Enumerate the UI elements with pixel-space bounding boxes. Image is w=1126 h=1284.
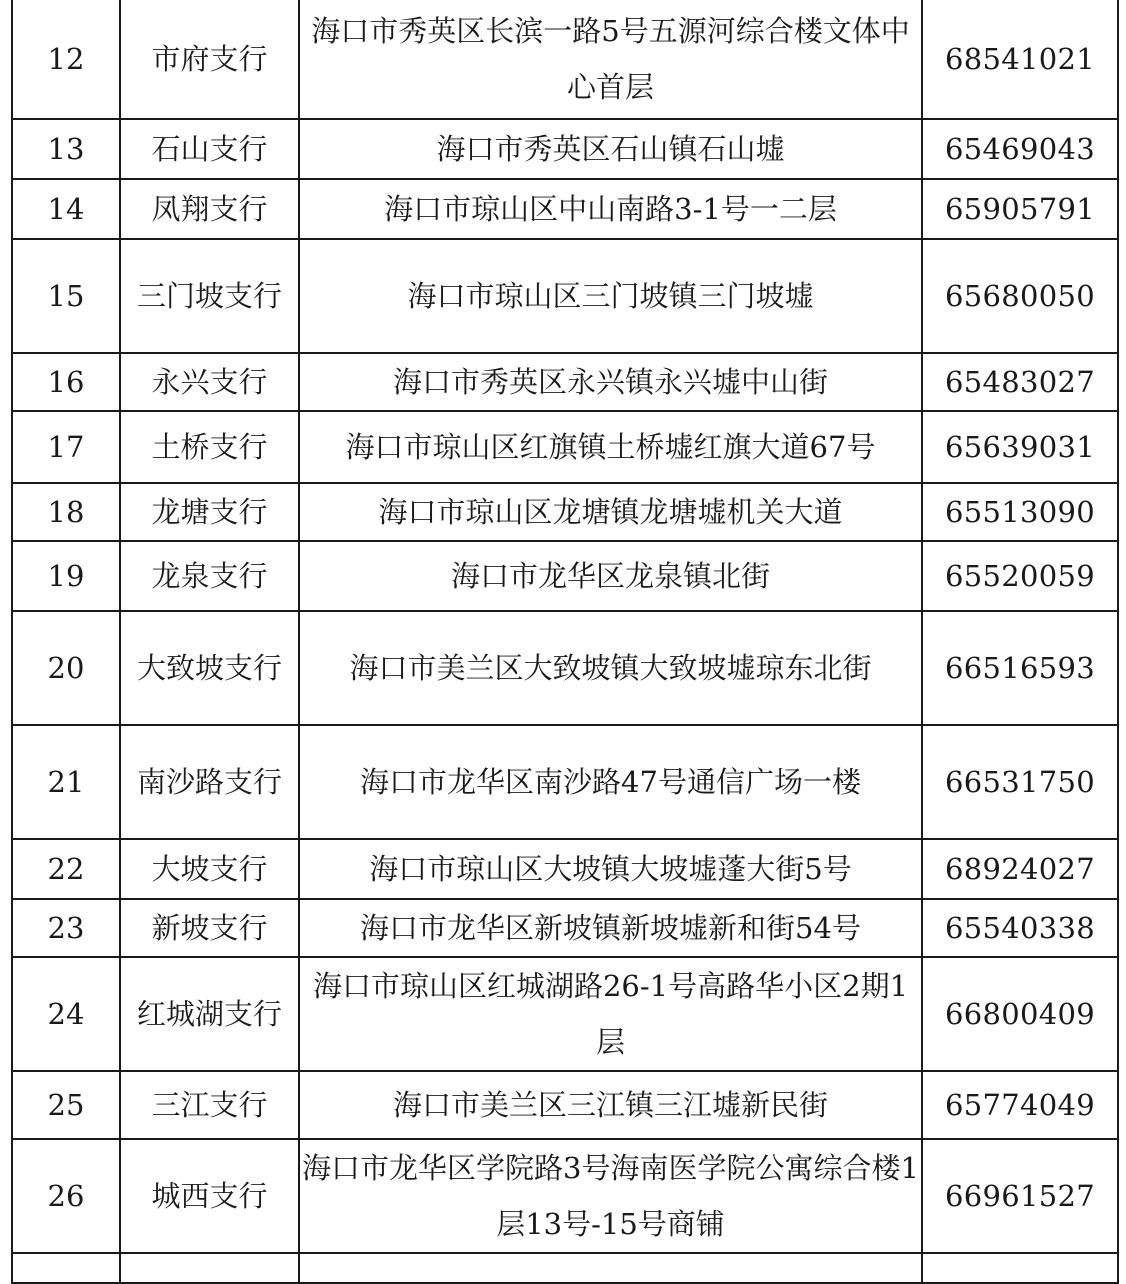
empty-cell [922, 1253, 1118, 1283]
table-row [12, 483, 1118, 541]
branch-address: 海口市琼山区中山南路3-1号一二层 [299, 179, 922, 239]
branch-address: 海口市琼山区三门坡镇三门坡墟 [299, 239, 922, 353]
branch-address: 海口市秀英区石山镇石山墟 [299, 119, 922, 179]
empty-cell [120, 1253, 299, 1283]
table-row [12, 1139, 1118, 1253]
table-row [12, 899, 1118, 957]
row-number: 13 [12, 119, 120, 179]
branch-phone: 65513090 [922, 483, 1118, 541]
branch-phone: 66516593 [922, 611, 1118, 725]
branch-address: 海口市美兰区三江镇三江墟新民街 [299, 1071, 922, 1139]
table-row [12, 179, 1118, 239]
row-number: 16 [12, 353, 120, 411]
branch-name: 永兴支行 [120, 353, 299, 411]
branch-address: 海口市龙华区学院路3号海南医学院公寓综合楼1层13号-15号商铺 [299, 1139, 922, 1253]
branch-name: 龙泉支行 [120, 541, 299, 611]
branch-name: 红城湖支行 [120, 957, 299, 1071]
table-row [12, 411, 1118, 483]
branch-name: 石山支行 [120, 119, 299, 179]
table-row [12, 0, 1118, 119]
table-row [12, 1071, 1118, 1139]
branch-phone: 65905791 [922, 179, 1118, 239]
branch-name: 城西支行 [120, 1139, 299, 1253]
row-number: 24 [12, 957, 120, 1071]
table-row [12, 239, 1118, 353]
row-number: 18 [12, 483, 120, 541]
branch-phone: 68924027 [922, 839, 1118, 899]
branch-name: 市府支行 [120, 0, 299, 119]
branch-phone: 65680050 [922, 239, 1118, 353]
empty-cell [299, 1253, 922, 1283]
branch-name: 龙塘支行 [120, 483, 299, 541]
branch-name: 南沙路支行 [120, 725, 299, 839]
branch-address: 海口市秀英区永兴镇永兴墟中山街 [299, 353, 922, 411]
branch-address: 海口市龙华区南沙路47号通信广场一楼 [299, 725, 922, 839]
branch-address: 海口市琼山区红城湖路26-1号高路华小区2期1层 [299, 957, 922, 1071]
row-number: 21 [12, 725, 120, 839]
branch-address: 海口市琼山区红旗镇土桥墟红旗大道67号 [299, 411, 922, 483]
row-number: 23 [12, 899, 120, 957]
branch-address: 海口市美兰区大致坡镇大致坡墟琼东北街 [299, 611, 922, 725]
table-row [12, 541, 1118, 611]
branch-phone: 65774049 [922, 1071, 1118, 1139]
table-row [12, 119, 1118, 179]
row-number: 26 [12, 1139, 120, 1253]
branch-name: 三门坡支行 [120, 239, 299, 353]
branch-name: 凤翔支行 [120, 179, 299, 239]
empty-cell [12, 1253, 120, 1283]
branch-address: 海口市秀英区长滨一路5号五源河综合楼文体中心首层 [299, 0, 922, 119]
branch-name: 大坡支行 [120, 839, 299, 899]
branch-address: 海口市龙华区新坡镇新坡墟新和街54号 [299, 899, 922, 957]
branch-phone: 65540338 [922, 899, 1118, 957]
branch-phone: 65639031 [922, 411, 1118, 483]
table-row [12, 611, 1118, 725]
row-number: 15 [12, 239, 120, 353]
branch-address: 海口市龙华区龙泉镇北街 [299, 541, 922, 611]
row-number: 12 [12, 0, 120, 119]
table-row-partial [12, 1253, 1118, 1283]
row-number: 25 [12, 1071, 120, 1139]
branch-phone: 66531750 [922, 725, 1118, 839]
table-row [12, 725, 1118, 839]
branch-name: 大致坡支行 [120, 611, 299, 725]
branch-phone: 66800409 [922, 957, 1118, 1071]
branch-address: 海口市琼山区龙塘镇龙塘墟机关大道 [299, 483, 922, 541]
row-number: 19 [12, 541, 120, 611]
row-number: 20 [12, 611, 120, 725]
branch-name: 新坡支行 [120, 899, 299, 957]
table-row [12, 957, 1118, 1071]
branch-table [11, 0, 1119, 1284]
branch-table-body [12, 0, 1118, 1283]
table-row [12, 839, 1118, 899]
row-number: 17 [12, 411, 120, 483]
branch-name: 土桥支行 [120, 411, 299, 483]
row-number: 22 [12, 839, 120, 899]
row-number: 14 [12, 179, 120, 239]
table-row [12, 353, 1118, 411]
branch-phone: 65520059 [922, 541, 1118, 611]
branch-phone: 65469043 [922, 119, 1118, 179]
branch-phone: 65483027 [922, 353, 1118, 411]
branch-phone: 68541021 [922, 0, 1118, 119]
branch-address: 海口市琼山区大坡镇大坡墟蓬大街5号 [299, 839, 922, 899]
branch-name: 三江支行 [120, 1071, 299, 1139]
branch-phone: 66961527 [922, 1139, 1118, 1253]
